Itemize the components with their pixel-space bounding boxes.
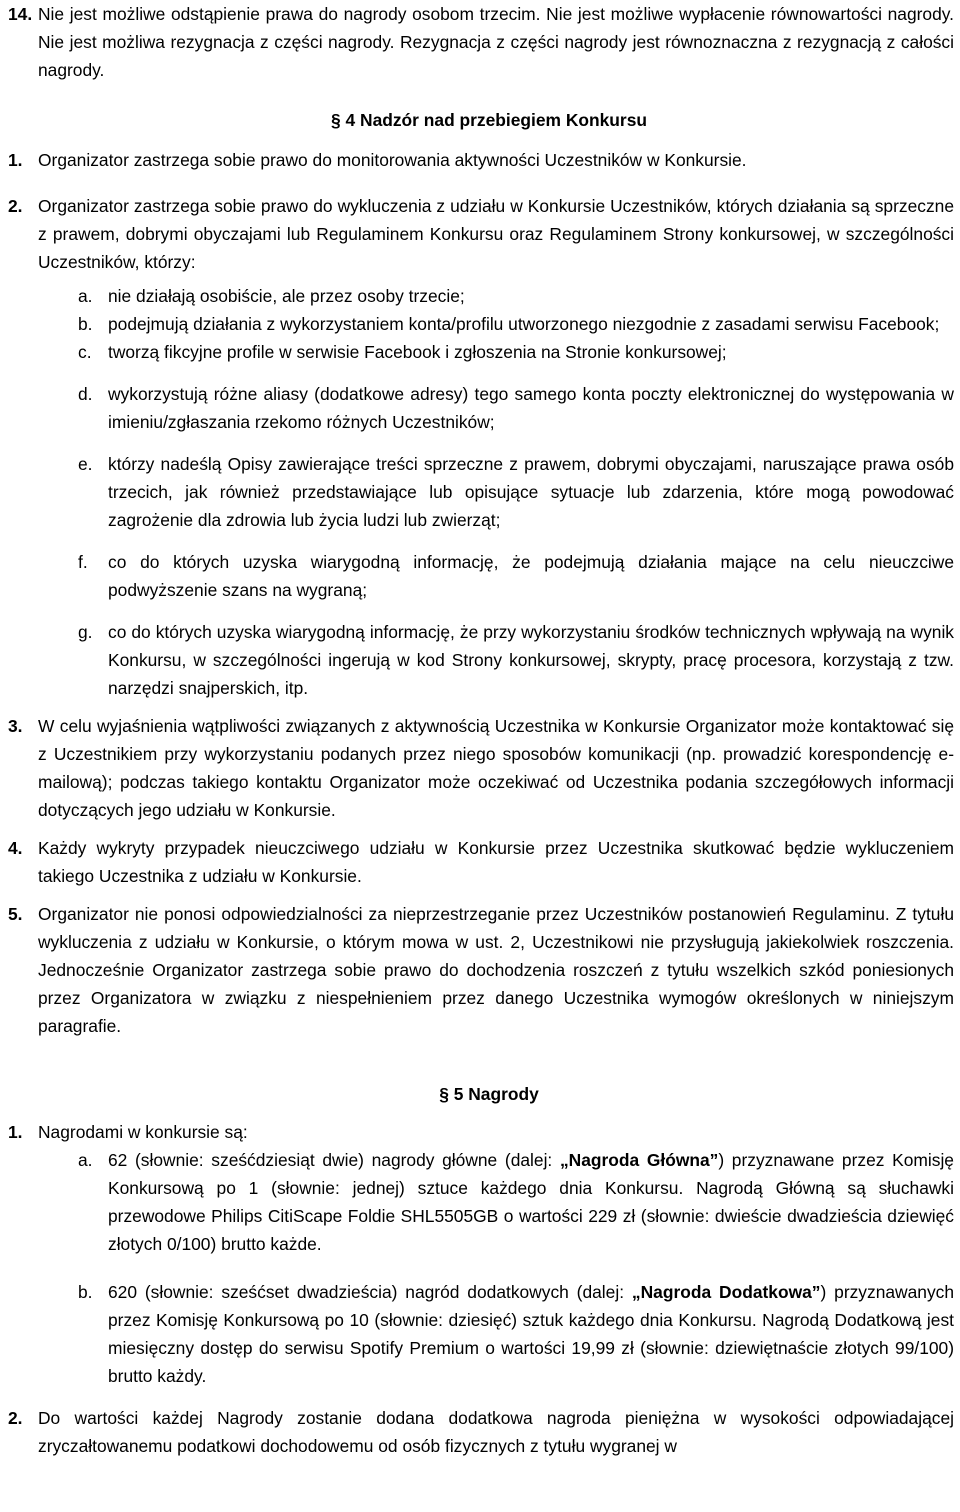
list-item-b xyxy=(8,310,954,338)
section-4-item-1 xyxy=(8,146,954,174)
section-5-item-2 xyxy=(8,1404,954,1460)
section-5-item-1 xyxy=(8,1118,954,1146)
section-4-item-4 xyxy=(8,834,954,890)
prize-text-post: ) przyznawane przez Komisję Konkursową po 1 (słownie: jednej) sztuce każdego dnia Konkursu. Nagrodą Główną są słuchawki przewodowe Philips CitiScape Foldie SHL5505GB o wartości 229 zł (słownie: dwieście dwadzieścia dziewięć złotych 0/100) brutto każde. xyxy=(108,1150,954,1254)
prize-text-pre: 620 (słownie: sześćset dwadzieścia) nagród dodatkowych (dalej: xyxy=(108,1282,632,1302)
list-item-d xyxy=(8,380,954,436)
list-letter: g. xyxy=(78,622,93,642)
list-letter: f. xyxy=(78,552,88,572)
item-text: Nagrodami w konkursie są: xyxy=(38,1122,248,1142)
list-letter: b. xyxy=(78,1282,93,1302)
prize-name: „Nagroda Główna” xyxy=(559,1150,719,1170)
item-number: 2. xyxy=(8,1408,23,1428)
item-number: 2. xyxy=(8,196,23,216)
prize-text-post: ) przyznawanych przez Komisję Konkursową po 10 (słownie: dziesięć) sztuk każdego dnia Konkursu. Nagrodą Dodatkową jest miesięczny dostęp do serwisu Spotify Premium o wartości 19,99 zł (słownie: dziewiętnaście złotych 99/100) brutto każdy. xyxy=(108,1282,955,1386)
list-item-a xyxy=(8,282,954,310)
prize-text xyxy=(108,1146,954,1258)
paragraph-14 xyxy=(8,0,954,84)
item-number: 1. xyxy=(8,1122,23,1142)
item-number: 1. xyxy=(8,150,23,170)
list-text: co do których uzyska wiarygodną informację, że przy wykorzystaniu środków technicznych wpływają na wynik Konkursu, w szczególności ingerują w kod Strony konkursowej, skrypty, pracę procesora, korzystają z tzw. narzędzi snajperskich, itp. xyxy=(108,622,954,698)
section-4-heading: § 4 Nadzór nad przebiegiem Konkursu xyxy=(331,110,647,130)
list-item-g xyxy=(8,618,954,702)
list-item-e xyxy=(8,450,954,534)
prize-item-a xyxy=(8,1146,954,1258)
list-letter: d. xyxy=(78,384,93,404)
item-number: 4. xyxy=(8,838,23,858)
list-text: którzy nadeślą Opisy zawierające treści sprzeczne z prawem, dobrymi obyczajami, naruszające prawa osób trzecich, jak również przedstawiające lub opisujące sytuacje lub zdarzenia, które mogą powodować zagrożenie dla zdrowia lub życia ludzi lub zwierząt; xyxy=(108,454,954,530)
paragraph-text: Nie jest możliwe odstąpienie prawa do nagrody osobom trzecim. Nie jest możliwe wypłacenie równowartości nagrody. Nie jest możliwa rezygnacja z części nagrody. Rezygnacja z części nagrody jest równoznaczna z rezygnacją z całości nagrody. xyxy=(38,4,954,80)
item-text: Organizator zastrzega sobie prawo do monitorowania aktywności Uczestników w Konkursie. xyxy=(38,150,747,170)
list-text: nie działają osobiście, ale przez osoby trzecie; xyxy=(108,286,465,306)
item-number: 3. xyxy=(8,716,23,736)
list-text: wykorzystują różne aliasy (dodatkowe adresy) tego samego konta poczty elektronicznej do występowania w imieniu/zgłaszania rzekomo różnych Uczestników; xyxy=(108,384,954,432)
list-text: podejmują działania z wykorzystaniem konta/profilu utworzonego niezgodnie z zasadami serwisu Facebook; xyxy=(108,314,940,334)
list-item-c xyxy=(8,338,954,366)
prize-text xyxy=(108,1278,954,1390)
list-letter: a. xyxy=(78,1150,93,1170)
prize-text-pre: 62 (słownie: sześćdziesiąt dwie) nagrody główne (dalej: xyxy=(108,1150,560,1170)
list-item-f xyxy=(8,548,954,604)
item-text: Organizator nie ponosi odpowiedzialności za nieprzestrzeganie przez Uczestników postanowień Regulaminu. Z tytułu wykluczenia z udziału w Konkursie, o którym mowa w ust. 2, Uczestnikowi nie przysługują jakiekolwiek roszczenia. Jednocześnie Organizator zastrzega sobie prawo do dochodzenia roszczeń z tytułu wszelkich szkód poniesionych przez Organizatora w związku z niespełnieniem przez danego Uczestnika wymogów określonych w niniejszym paragrafie. xyxy=(38,904,954,1036)
item-text: Organizator zastrzega sobie prawo do wykluczenia z udziału w Konkursie Uczestników, których działania są sprzeczne z prawem, dobrymi obyczajami lub Regulaminem Konkursu oraz Regulaminem Strony konkursowej, w szczególności Uczestników, którzy: xyxy=(38,196,954,272)
list-letter: e. xyxy=(78,454,93,474)
list-text: co do których uzyska wiarygodną informację, że podejmują działania mające na celu nieuczciwe podwyższenie szans na wygraną; xyxy=(108,552,954,600)
list-letter: b. xyxy=(78,314,93,334)
item-number: 5. xyxy=(8,904,23,924)
prize-name: „Nagroda Dodatkowa” xyxy=(631,1282,821,1302)
item-text: Każdy wykryty przypadek nieuczciwego udziału w Konkursie przez Uczestnika skutkować będzie wykluczeniem takiego Uczestnika z udziału w Konkursie. xyxy=(38,838,954,886)
section-5-heading: § 5 Nagrody xyxy=(439,1084,539,1104)
paragraph-number: 14. xyxy=(8,4,33,24)
section-4-item-5 xyxy=(8,900,954,1040)
item-text: W celu wyjaśnienia wątpliwości związanych z aktywnością Uczestnika w Konkursie Organizator może kontaktować się z Uczestnikiem przy wykorzystaniu podanych przez niego sposobów komunikacji (np. prowadzić korespondencję e-mailową); podczas takiego kontaktu Organizator może oczekiwać od Uczestnika podania szczegółowych informacji dotyczących jego udziału w Konkursie. xyxy=(38,716,954,820)
list-letter: c. xyxy=(78,342,92,362)
list-letter: a. xyxy=(78,286,93,306)
section-4-item-2 xyxy=(8,192,954,276)
prize-item-b xyxy=(8,1278,954,1390)
item-text: Do wartości każdej Nagrody zostanie dodana dodatkowa nagroda pieniężna w wysokości odpowiadającej zryczałtowanemu podatkowi dochodowemu od osób fizycznych z tytułu wygranej w xyxy=(38,1408,954,1456)
section-4-item-3 xyxy=(8,712,954,824)
list-text: tworzą fikcyjne profile w serwisie Facebook i zgłoszenia na Stronie konkursowej; xyxy=(108,342,727,362)
